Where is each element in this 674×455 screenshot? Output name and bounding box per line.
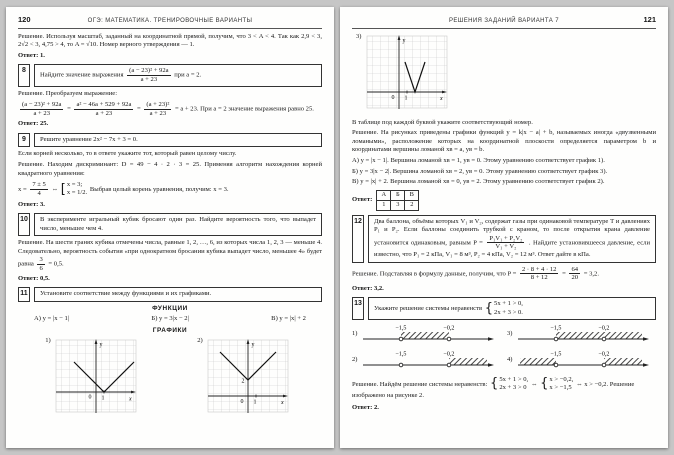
option-1-label: 1) xyxy=(352,330,358,338)
point-label: −1,5 xyxy=(395,325,406,332)
brace-glyph: { xyxy=(490,376,499,392)
open-point xyxy=(447,363,451,367)
fraction: $\frac{64}{20}$ xyxy=(571,265,579,282)
task12 xyxy=(352,215,656,263)
task11-solution: Решение. На рисунках приведены графики функций y = k|x − a| + b, называемых иногда «двузвенными ломаными», расположение которых на координатной плоскости определяется параметром b и координатами вершины ломаной xв = a, yв = b. xyxy=(352,129,656,154)
fraction: $\frac{2 \cdot 8 + 4 \cdot 12}{8 + 12}$ xyxy=(521,265,557,282)
inequality-system: { 5x + 1 > 0, 2x + 3 > 0. xyxy=(484,300,523,316)
page-header-right xyxy=(352,15,656,29)
page-right xyxy=(340,7,668,448)
open-point xyxy=(399,363,403,367)
graph-figure-1 xyxy=(45,337,143,421)
function-c: В) y = |x| + 2 xyxy=(271,315,306,323)
axis-arrow xyxy=(643,337,649,341)
graph-1-label: 1) xyxy=(45,336,51,344)
task10 xyxy=(18,213,322,236)
iff-symbol: ⇔ xyxy=(51,185,59,193)
page-number: 121 xyxy=(643,15,656,24)
task9-solution-intro: Решение. Находим дискриминант: D = 49 − 4 · 2 · 3 = 25. Применяя алгоритм нахождения корней квадратного уравнения: xyxy=(18,161,322,177)
task13-solution: Решение. Найдём решение системы неравенств: { 5x + 1 > 0, 2x + 3 > 0 ⇔ { x > −0,2, x > −1,5 ⇔ x > −0,2. Решение изображено на рисунке 2. xyxy=(352,375,635,400)
option-3-label: 3) xyxy=(507,330,513,338)
graph-figure-3 xyxy=(356,33,656,117)
open-point xyxy=(554,337,558,341)
task11-statement-box: Установите соответствие между функциями и их графиками. xyxy=(34,287,322,302)
brace-glyph: { xyxy=(540,376,549,392)
task10-solution: Решение. На шести гранях кубика отмечены числа, равные 1, 2, …, 6, из которых числа 1, 2, 3 — меньше 4. Следовательно, вероятность события «при однократном бросании кубика выпадет число, меньшее 4» будет равна $\frac{3}{6}$ = 0,5. xyxy=(18,239,322,273)
fraction: $\frac{3}{6}$ xyxy=(39,256,43,273)
answer-table-head: А Б В xyxy=(377,190,419,200)
graph-2-plot xyxy=(205,337,295,421)
task7-answer: Ответ: 1. xyxy=(18,51,45,59)
fraction: $\frac{\text{a² − 46a + 529 + 92a}}{a + 23}$ xyxy=(76,101,132,117)
equals-sign: = xyxy=(562,270,566,278)
bracket-glyph: [ xyxy=(60,181,66,197)
point-label: −0,2 xyxy=(598,325,609,332)
task10-statement-box: В эксперименте игральный кубик бросают один раз. Найдите вероятность того, что выпадет число, меньшее чем 4. xyxy=(34,213,322,236)
graph-3-plot xyxy=(364,33,454,117)
y-axis-label: y xyxy=(402,37,405,44)
number-line-1 xyxy=(361,323,496,347)
axis-arrow xyxy=(643,363,649,367)
open-point xyxy=(602,337,606,341)
task13 xyxy=(352,297,656,319)
iff-symbol: ⇔ xyxy=(575,380,583,388)
task10-number-badge: 10 xyxy=(18,213,30,236)
task12-answer: Ответ: 3,2. xyxy=(352,284,384,292)
open-point xyxy=(399,337,403,341)
task9-solution-tail: Выбрав целый корень уравнения, получим: x = 3. xyxy=(89,185,229,193)
task12-statement-box: Два баллона, объёмы которых V₁ и V₂, содержат газы при одинаковой температуре T и давлениях P₁ и P₂. Если баллоны соединить трубкой с краном, то после открытия крана давление установится одинаковым, равным P = $\frac{\text{P₁V₁ + P₂V₂}}{\text{V₁ + V₂}}$ . Найдите установившееся давление, если известно, что P₁ = 2 кПа, V₁ = 8 м³, P₂ = 4 кПа, V₂ = 12 м³. Ответ дайте в кПа. xyxy=(368,215,656,263)
fraction: $\frac{\text{(a + 23)²}}{a + 23}$ xyxy=(146,101,170,117)
root-1: x = 3; xyxy=(66,181,83,189)
number-line-option-4 xyxy=(507,349,656,373)
point-label: −1,5 xyxy=(395,351,406,358)
function-b: Б) y = 3|x − 2| xyxy=(151,315,189,323)
number-line-option-2 xyxy=(352,349,501,373)
graphs-row xyxy=(18,337,322,421)
fraction: $\frac{\text{(a − 23)² + 92a}}{a + 23}$ xyxy=(22,101,62,117)
task12-number-badge: 12 xyxy=(352,215,364,263)
task13-answer: Ответ: 2. xyxy=(352,403,379,411)
task13-options xyxy=(352,323,656,373)
origin-label: 0 xyxy=(88,394,92,401)
x-axis-label: x xyxy=(128,396,132,403)
number-line-option-3 xyxy=(507,323,656,347)
origin-label: 0 xyxy=(240,398,244,405)
equation-tail: = 3,2. xyxy=(583,270,599,278)
hatched-region xyxy=(449,358,487,365)
y-axis-label: y xyxy=(251,341,255,348)
equals-sign: = xyxy=(67,105,71,113)
answer-label: Ответ: xyxy=(352,195,373,203)
graph-3-label: 3) xyxy=(356,32,362,40)
functions-row xyxy=(18,315,322,324)
task12-solution: Решение. Подставляя в формулу данные, получим, что P = $\frac{2 \cdot 8 + 4 \cdot 12}{8 + 12}$ = $\frac{64}{20}$ = 3,2. xyxy=(352,265,599,282)
graphs-heading: ГРАФИКИ xyxy=(152,326,188,334)
answer-table-values: 1 3 2 xyxy=(377,200,419,210)
option-2-label: 2) xyxy=(352,356,358,364)
number-line-2 xyxy=(361,349,496,373)
task11-line-c: В) y = |x| + 2. Вершина ломаной xв = 0, yв = 2. Этому уравнению соответствует график 2). xyxy=(352,178,605,186)
task9-answer: Ответ: 3. xyxy=(18,200,45,208)
fraction: $\frac{\text{P₁V₁ + P₂V₂}}{\text{V₁ + V₂}}$ xyxy=(489,234,523,251)
task9-note: Если корней несколько, то в ответе укажите тот, который равен целому числу. xyxy=(18,150,237,158)
point-label: −0,2 xyxy=(443,325,454,332)
task11 xyxy=(18,287,322,302)
number-line-4 xyxy=(516,349,651,373)
tick-label: 1 xyxy=(101,395,105,402)
running-head: ОГЭ: МАТЕМАТИКА. ТРЕНИРОВОЧНЫЕ ВАРИАНТЫ xyxy=(87,18,253,24)
tick-label: 1 xyxy=(404,95,407,102)
brace-glyph: { xyxy=(484,300,494,316)
task9 xyxy=(18,133,322,148)
number-line-option-1 xyxy=(352,323,501,347)
point-label: −1,5 xyxy=(550,351,561,358)
answer-table xyxy=(376,190,419,211)
task8-statement-post: при a = 2. xyxy=(174,72,202,80)
task8 xyxy=(18,64,322,86)
graph-1-plot xyxy=(53,337,143,421)
functions-heading: ФУНКЦИИ xyxy=(152,304,188,312)
hatched-region xyxy=(401,332,449,339)
task7-solution: Решение. Используя масштаб, заданный на координатной прямой, получим, что 3 < A < 4. Так как 2,9 < 3, 2√2 < 3, 4,75 > 4, то A = √10. Номер верного утверждения — 1. xyxy=(18,32,322,49)
task11-number-badge: 11 xyxy=(18,287,30,302)
task11-line-b: Б) y = 3|x − 2|. Вершина ломаной xв = 2, yв = 0. Этому уравнению соответствует график 3). xyxy=(352,167,608,175)
option-4-label: 4) xyxy=(507,356,513,364)
point-label: −1,5 xyxy=(550,325,561,332)
graph-figure-2 xyxy=(197,337,295,421)
vertex-label: 2 xyxy=(241,378,245,385)
iff-symbol: ⇔ xyxy=(530,380,538,388)
task13-number-badge: 13 xyxy=(352,297,364,319)
inequality-system: { x > −0,2, x > −1,5 xyxy=(540,375,574,392)
page-number: 120 xyxy=(18,15,31,24)
open-point xyxy=(447,337,451,341)
hatched-region xyxy=(604,358,642,365)
axis-arrow xyxy=(488,337,494,341)
task8-number-badge: 8 xyxy=(18,64,30,86)
axis-arrow xyxy=(488,363,494,367)
equals-sign: = xyxy=(137,105,141,113)
task11-table-caption: В таблице под каждой буквой укажите соответствующий номер. xyxy=(352,118,533,126)
open-point xyxy=(554,363,558,367)
origin-label: 0 xyxy=(391,94,394,101)
roots-bracket xyxy=(61,181,87,197)
graph-2-label: 2) xyxy=(197,336,203,344)
fraction: $\frac{\text{(a − 23)² + 92a}}{a + 23}$ xyxy=(129,67,169,84)
page-left xyxy=(6,7,334,448)
y-axis-label: y xyxy=(99,341,103,348)
point-label: −0,2 xyxy=(443,351,454,358)
task8-solution-intro: Решение. Преобразуем выражение: xyxy=(18,89,118,97)
inequality-system: { 5x + 1 > 0, 2x + 3 > 0 xyxy=(490,375,529,392)
hatched-region xyxy=(520,358,556,365)
x-axis-label: x xyxy=(439,95,443,102)
task11-line-a: А) y = |x − 1|. Вершина ломаной xв = 1, yв = 0. Этому уравнению соответствует график 1). xyxy=(352,157,605,165)
point-label: −0,2 xyxy=(598,351,609,358)
task9-number-badge: 9 xyxy=(18,133,30,148)
open-point xyxy=(602,363,606,367)
task11-answer-row xyxy=(352,190,656,211)
number-line-3 xyxy=(516,323,651,347)
task13-statement-box: Укажите решение системы неравенств { 5x + 1 > 0, 2x + 3 > 0. xyxy=(368,297,656,319)
fraction: $\frac{7 \pm 5}{4}$ xyxy=(32,181,46,197)
hatched-region xyxy=(556,332,642,339)
page-header-left xyxy=(18,15,322,29)
tick-label: 1 xyxy=(253,399,257,406)
task8-equation xyxy=(18,101,322,117)
task9-roots-equation xyxy=(18,181,322,197)
task8-statement-pre: Найдите значение выражения xyxy=(40,72,124,80)
task9-statement-box: Решите уравнение 2x² − 7x + 3 = 0. xyxy=(34,133,322,148)
roots-prefix: x = xyxy=(18,185,27,193)
task10-answer: Ответ: 0,5. xyxy=(18,274,50,282)
root-2: x = 1/2. xyxy=(66,189,88,197)
x-axis-label: x xyxy=(280,399,284,406)
task8-answer: Ответ: 25. xyxy=(18,120,49,128)
function-a: А) y = |x − 1| xyxy=(34,315,70,323)
equation-tail: = a + 23. При a = 2 значение выражения равно 25. xyxy=(174,105,314,113)
task8-statement-box xyxy=(34,64,322,86)
running-head: РЕШЕНИЯ ЗАДАНИЙ ВАРИАНТА 7 xyxy=(449,18,559,24)
